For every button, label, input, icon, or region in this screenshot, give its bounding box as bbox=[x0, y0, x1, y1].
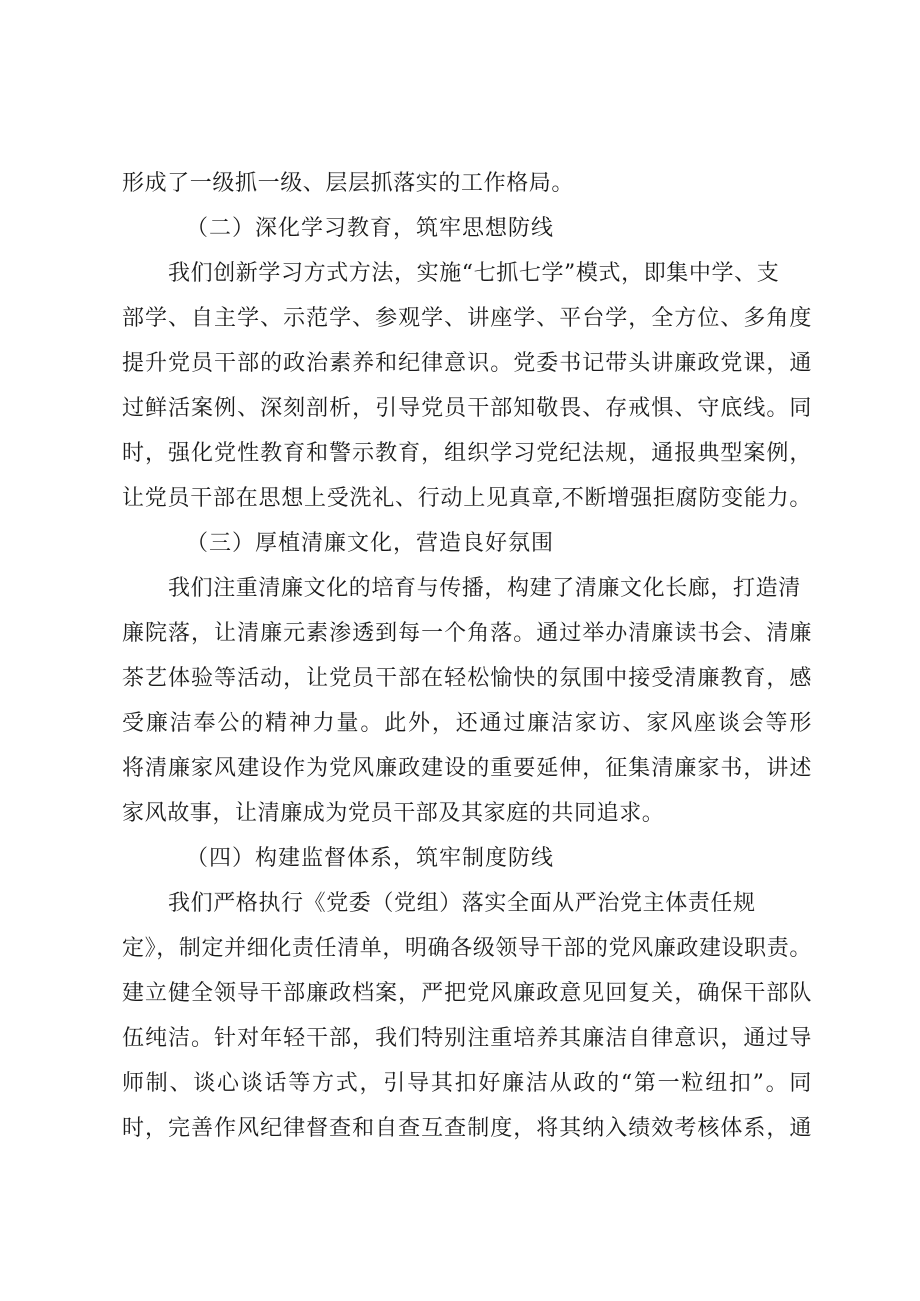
paragraph-line: 定》，制定并细化责任清单，明确各级领导干部的党风廉政建设职责。 bbox=[122, 936, 812, 961]
section-heading-study: （二）深化学习教育，筑牢思想防线 bbox=[186, 216, 555, 241]
paragraph-line: 我们注重清廉文化的培育与传播，构建了清廉文化长廊，打造清 bbox=[168, 576, 801, 601]
paragraph-line: 部学、自主学、示范学、参观学、讲座学、平台学，全方位、多角度 bbox=[122, 306, 812, 331]
section-heading-supervision: （四）构建监督体系，筑牢制度防线 bbox=[186, 846, 555, 871]
paragraph-line: 我们严格执行《党委（党组）落实全面从严治党主体责任规 bbox=[168, 891, 756, 916]
paragraph-line: 师制、谈心谈话等方式，引导其扣好廉洁从政的“第一粒纽扣”。同 bbox=[122, 1071, 812, 1096]
paragraph-line: 受廉洁奉公的精神力量。此外，还通过廉洁家访、家风座谈会等形 bbox=[122, 711, 812, 736]
paragraph-line: 茶艺体验等活动，让党员干部在轻松愉快的氛围中接受清廉教育，感 bbox=[122, 666, 812, 691]
paragraph-line: 我们创新学习方式方法，实施“七抓七学”模式，即集中学、支 bbox=[168, 261, 780, 286]
paragraph-continuation-line: 形成了一级抓一级、层层抓落实的工作格局。 bbox=[122, 171, 575, 196]
paragraph-line: 提升党员干部的政治素养和纪律意识。党委书记带头讲廉政党课，通 bbox=[122, 351, 812, 376]
paragraph-line: 让党员干部在思想上受洗礼、行动上见真章,不断增强拒腐防变能力。 bbox=[122, 486, 812, 511]
paragraph-line: 时，完善作风纪律督查和自查互查制度，将其纳入绩效考核体系，通 bbox=[122, 1116, 812, 1141]
paragraph-line: 家风故事，让清廉成为党员干部及其家庭的共同追求。 bbox=[122, 801, 665, 826]
paragraph-line: 建立健全领导干部廉政档案，严把党风廉政意见回复关，确保干部队 bbox=[122, 981, 812, 1006]
paragraph-line: 时，强化党性教育和警示教育，组织学习党纪法规，通报典型案例， bbox=[122, 441, 812, 466]
paragraph-line: 过鲜活案例、深刻剖析，引导党员干部知敬畏、存戒惧、守底线。同 bbox=[122, 396, 812, 421]
paragraph-line: 伍纯洁。针对年轻干部，我们特别注重培养其廉洁自律意识，通过导 bbox=[122, 1026, 812, 1051]
section-heading-culture: （三）厚植清廉文化，营造良好氛围 bbox=[186, 531, 555, 556]
paragraph-line: 将清廉家风建设作为党风廉政建设的重要延伸，征集清廉家书，讲述 bbox=[122, 756, 812, 781]
paragraph-line: 廉院落，让清廉元素渗透到每一个角落。通过举办清廉读书会、清廉 bbox=[122, 621, 812, 646]
